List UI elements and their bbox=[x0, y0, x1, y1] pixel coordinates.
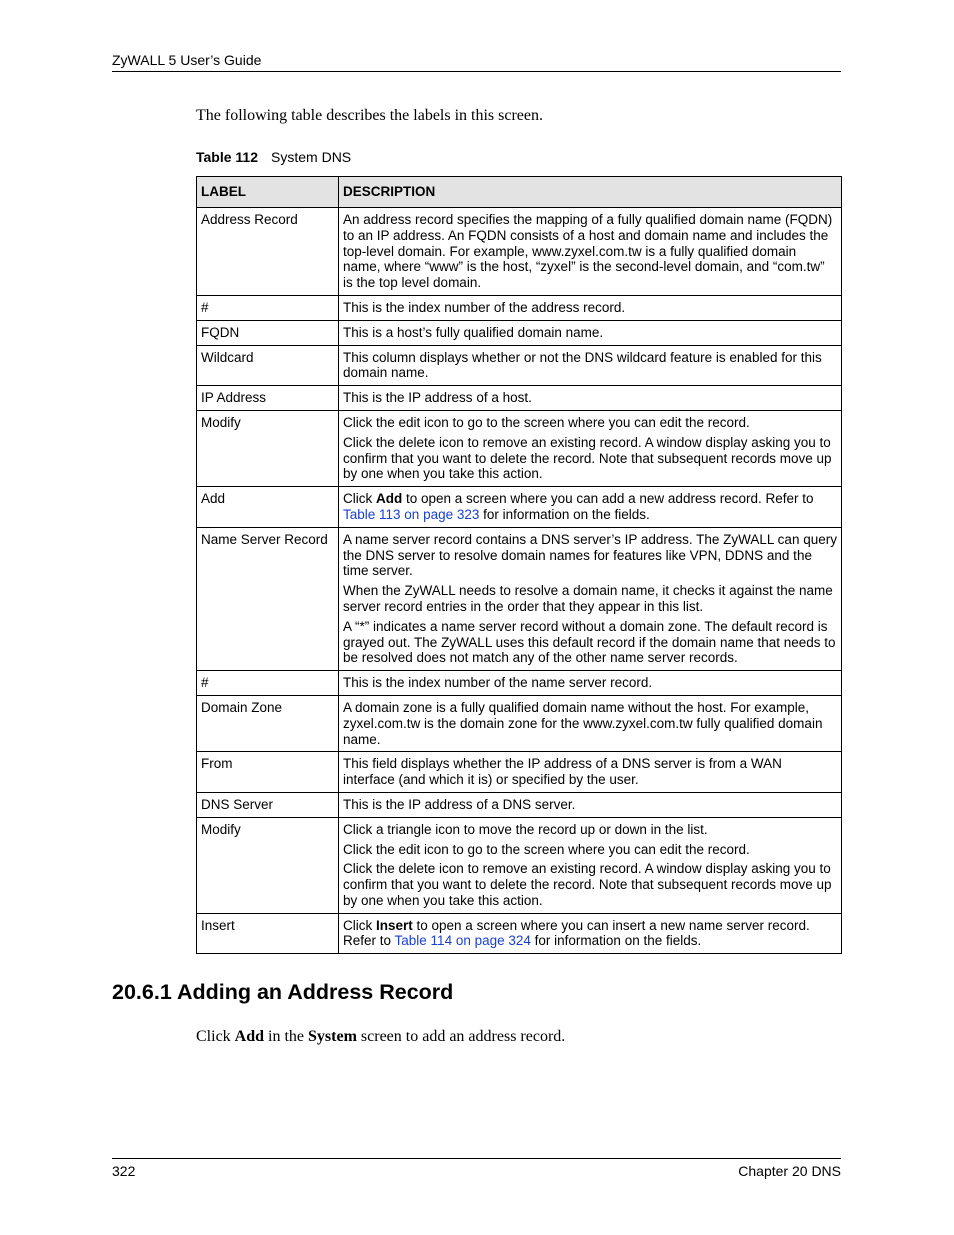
description-paragraph: When the ZyWALL needs to resolve a domain name, it checks it against the name server record entries in the order that they appear in this list. bbox=[343, 583, 833, 614]
table-row bbox=[197, 527, 842, 670]
description-paragraph: This is the index number of the name server record. bbox=[343, 675, 653, 691]
description-paragraph: This is a host’s fully qualified domain name. bbox=[343, 324, 604, 340]
table-reference-link[interactable]: Table 113 on page 323 bbox=[343, 506, 480, 522]
description-paragraph: Click the delete icon to remove an existing record. A window display asking you to confirm that you want to delete the record. Note that subsequent records move up by one when you take this action. bbox=[343, 434, 832, 482]
table-row bbox=[197, 695, 842, 751]
table-row bbox=[197, 487, 842, 528]
closing-pre: Click bbox=[196, 1028, 235, 1045]
row-description bbox=[339, 295, 842, 320]
description-paragraph: This is the IP address of a DNS server. bbox=[343, 796, 576, 812]
row-label: FQDN bbox=[197, 320, 339, 345]
row-description bbox=[339, 386, 842, 411]
table-row bbox=[197, 913, 842, 954]
row-description bbox=[339, 487, 842, 528]
row-label: DNS Server bbox=[197, 792, 339, 817]
description-text: Click bbox=[343, 917, 376, 933]
table-caption bbox=[196, 149, 351, 165]
description-paragraph: This is the IP address of a host. bbox=[343, 390, 532, 406]
row-description bbox=[339, 913, 842, 954]
section-heading: 20.6.1 Adding an Address Record bbox=[112, 980, 454, 1004]
closing-text bbox=[196, 1028, 565, 1046]
page-number: 322 bbox=[112, 1163, 136, 1179]
page-footer bbox=[112, 1158, 841, 1181]
closing-mid: in the bbox=[264, 1028, 309, 1045]
row-description bbox=[339, 752, 842, 793]
row-description bbox=[339, 792, 842, 817]
row-description bbox=[339, 320, 842, 345]
description-paragraph: Click the delete icon to remove an existing record. A window display asking you to confirm that you want to delete the record. Note that subsequent records move up by one when you take this action. bbox=[343, 861, 832, 908]
page-header bbox=[112, 52, 841, 72]
table-row bbox=[197, 792, 842, 817]
row-description bbox=[339, 208, 842, 296]
row-label: # bbox=[197, 295, 339, 320]
closing-add: Add bbox=[234, 1028, 265, 1045]
description-paragraph: A “*” indicates a name server record without a domain zone. The default record is grayed out. The ZyWALL uses this default record if the domain name that needs to be resolved does not match any of the other name server records. bbox=[343, 618, 836, 666]
row-label: Wildcard bbox=[197, 345, 339, 386]
row-label: # bbox=[197, 671, 339, 696]
intro-text: The following table describes the labels in this screen. bbox=[196, 107, 544, 124]
row-label: From bbox=[197, 752, 339, 793]
row-description bbox=[339, 345, 842, 386]
button-name: Insert bbox=[376, 917, 413, 933]
table-row bbox=[197, 386, 842, 411]
row-label: IP Address bbox=[197, 386, 339, 411]
description-paragraph: A domain zone is a fully qualified domain name without the host. For example, zyxel.com.tw is the domain zone for the www.zyxel.com.tw fully qualified domain name. bbox=[343, 699, 823, 747]
table-header-row bbox=[197, 177, 842, 208]
row-description bbox=[339, 671, 842, 696]
table-row bbox=[197, 817, 842, 913]
description-column-header: DESCRIPTION bbox=[339, 177, 842, 208]
description-text: for information on the fields. bbox=[530, 933, 702, 949]
table-row bbox=[197, 320, 842, 345]
row-description bbox=[339, 695, 842, 751]
table-number: Table 112 bbox=[196, 149, 259, 165]
table-row bbox=[197, 410, 842, 486]
guide-title: ZyWALL 5 User’s Guide bbox=[112, 52, 262, 68]
closing-post: screen to add an address record. bbox=[356, 1028, 566, 1045]
description-paragraph: Click the edit icon to go to the screen where you can edit the record. bbox=[343, 414, 750, 430]
description-text: Click bbox=[343, 491, 376, 507]
label-column-header: LABEL bbox=[197, 177, 339, 208]
table-row bbox=[197, 671, 842, 696]
row-label: Domain Zone bbox=[197, 695, 339, 751]
table-reference-link[interactable]: Table 114 on page 324 bbox=[394, 933, 531, 949]
description-text: for information on the fields. bbox=[479, 506, 650, 522]
table-row bbox=[197, 752, 842, 793]
description-paragraph: Click a triangle icon to move the record up or down in the list. bbox=[343, 821, 708, 837]
description-paragraph: This field displays whether the IP address of a DNS server is from a WAN interface (and which it is) or specified by the user. bbox=[343, 756, 782, 788]
table-row bbox=[197, 345, 842, 386]
row-description bbox=[339, 817, 842, 913]
table-title: System DNS bbox=[271, 149, 352, 165]
description-paragraph bbox=[343, 491, 837, 523]
row-label: Modify bbox=[197, 817, 339, 913]
row-description bbox=[339, 410, 842, 486]
button-name: Add bbox=[376, 491, 403, 507]
row-label: Name Server Record bbox=[197, 527, 339, 670]
description-paragraph: This is the index number of the address record. bbox=[343, 299, 626, 315]
table-row bbox=[197, 295, 842, 320]
closing-system: System bbox=[308, 1028, 357, 1045]
table-row bbox=[197, 208, 842, 296]
row-label: Add bbox=[197, 487, 339, 528]
chapter-title: Chapter 20 DNS bbox=[738, 1163, 841, 1179]
row-label: Insert bbox=[197, 913, 339, 954]
description-paragraph: Click the edit icon to go to the screen where you can edit the record. bbox=[343, 841, 750, 857]
description-text: to open a screen where you can insert a new name server record. Refer to bbox=[343, 917, 810, 949]
row-label: Address Record bbox=[197, 208, 339, 296]
description-paragraph: This column displays whether or not the DNS wildcard feature is enabled for this domain name. bbox=[343, 349, 822, 381]
row-label: Modify bbox=[197, 410, 339, 486]
description-paragraph: A name server record contains a DNS server’s IP address. The ZyWALL can query the DNS server to resolve domain names for features like VPN, DDNS and the time server. bbox=[343, 531, 837, 579]
description-paragraph: An address record specifies the mapping of a fully qualified domain name (FQDN) to an IP address. An FQDN consists of a host and domain name and includes the top-level domain. For example, www.zyxel.com.tw is a fully qualified domain name, where “www” is the host, “zyxel” is the second-level domain, and “com.tw” is the top level domain. bbox=[343, 212, 833, 291]
system-dns-table bbox=[196, 176, 842, 954]
description-text: to open a screen where you can add a new address record. Refer to bbox=[402, 491, 814, 507]
row-description bbox=[339, 527, 842, 670]
description-paragraph bbox=[343, 918, 837, 950]
